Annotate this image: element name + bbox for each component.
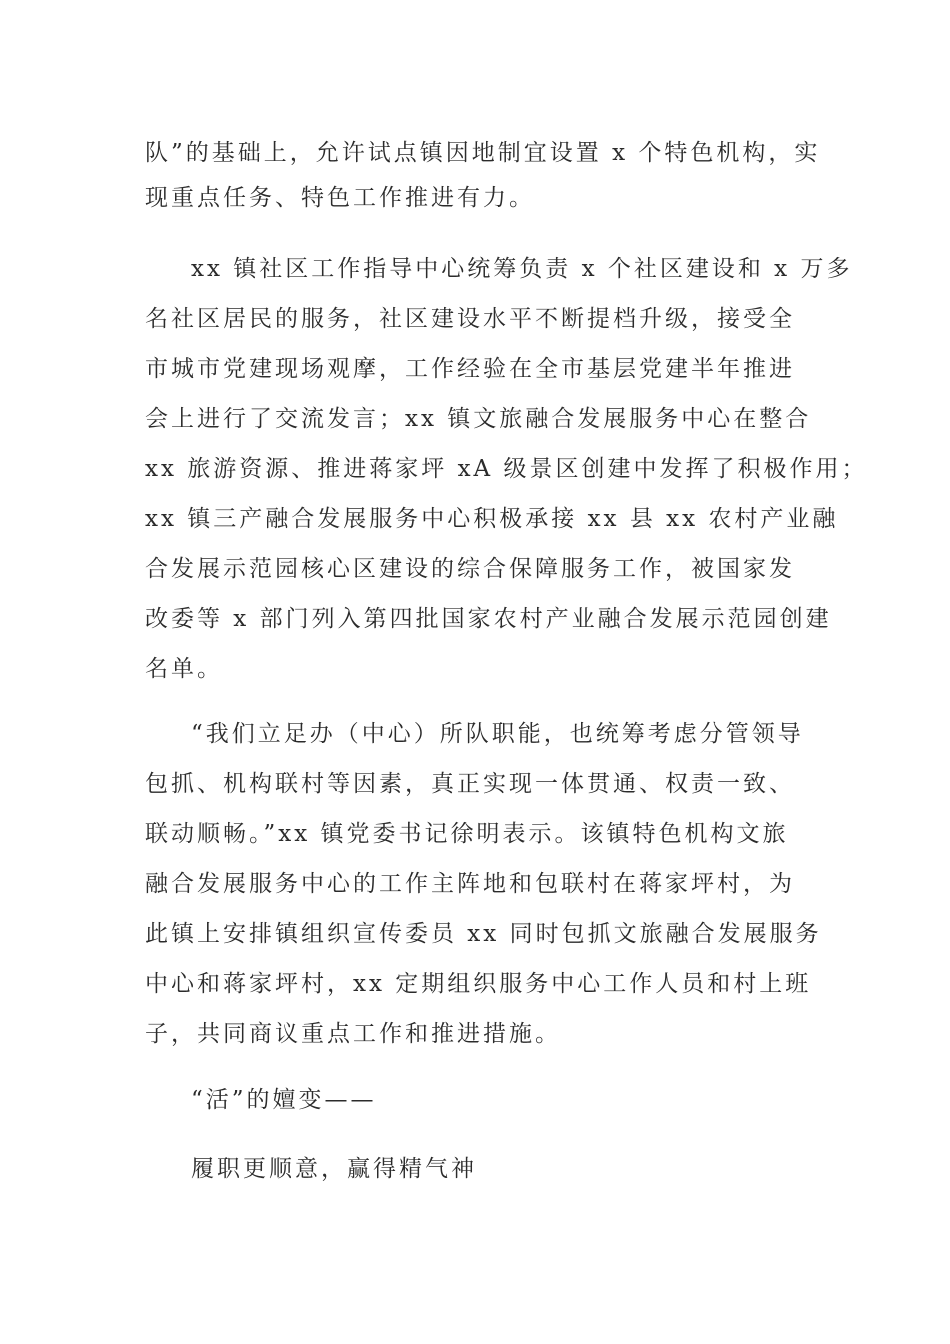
paragraph-community-center xyxy=(145,250,868,688)
paragraph-line: 中心和蒋家坪村，xx 定期组织服务中心工作人员和村上班 xyxy=(145,971,812,997)
heading-line: 履职更顺意，赢得精气神 xyxy=(191,1156,477,1182)
paragraph-line: 改委等 x 部门列入第四批国家农村产业融合发展示范园创建 xyxy=(145,606,832,632)
section-subheading xyxy=(145,1150,815,1188)
paragraph-line: 队”的基础上，允许试点镇因地制宜设置 x 个特色机构，实 xyxy=(145,140,821,166)
section-heading-transformation xyxy=(145,1081,815,1119)
paragraph-line: 子，共同商议重点工作和推进措施。 xyxy=(145,1021,561,1047)
paragraph-line: xx 镇三产融合发展服务中心积极承接 xx 县 xx 农村产业融 xyxy=(145,506,839,532)
paragraph-line: “我们立足办（中心）所队职能，也统筹考虑分管领导 xyxy=(191,721,804,747)
paragraph-line: 名社区居民的服务，社区建设水平不断提档升级，接受全 xyxy=(145,306,795,332)
paragraph-line: xx 镇社区工作指导中心统筹负责 x 个社区建设和 x 万多 xyxy=(191,256,853,282)
paragraph-line: 市城市党建现场观摩，工作经验在全市基层党建半年推进 xyxy=(145,356,795,382)
paragraph-line: 联动顺畅。”xx 镇党委书记徐明表示。该镇特色机构文旅 xyxy=(145,821,789,847)
paragraph-line: 此镇上安排镇组织宣传委员 xx 同时包抓文旅融合发展服务 xyxy=(145,921,822,947)
paragraph-line: 会上进行了交流发言；xx 镇文旅融合发展服务中心在整合 xyxy=(145,406,812,432)
paragraph-line: xx 旅游资源、推进蒋家坪 xA 级景区创建中发挥了积极作用； xyxy=(145,456,868,482)
paragraph-party-secretary-quote xyxy=(145,715,822,1053)
heading-line: “活”的嬗变—— xyxy=(191,1087,377,1113)
paragraph-line: 融合发展服务中心的工作主阵地和包联村在蒋家坪村，为 xyxy=(145,871,795,897)
paragraph-line: 合发展示范园核心区建设的综合保障服务工作，被国家发 xyxy=(145,556,795,582)
paragraph-line: 现重点任务、特色工作推进有力。 xyxy=(145,185,535,211)
paragraph-line: 名单。 xyxy=(145,656,223,682)
paragraph-line: 包抓、机构联村等因素，真正实现一体贯通、权责一致、 xyxy=(145,771,795,797)
paragraph-continuation xyxy=(145,134,821,217)
